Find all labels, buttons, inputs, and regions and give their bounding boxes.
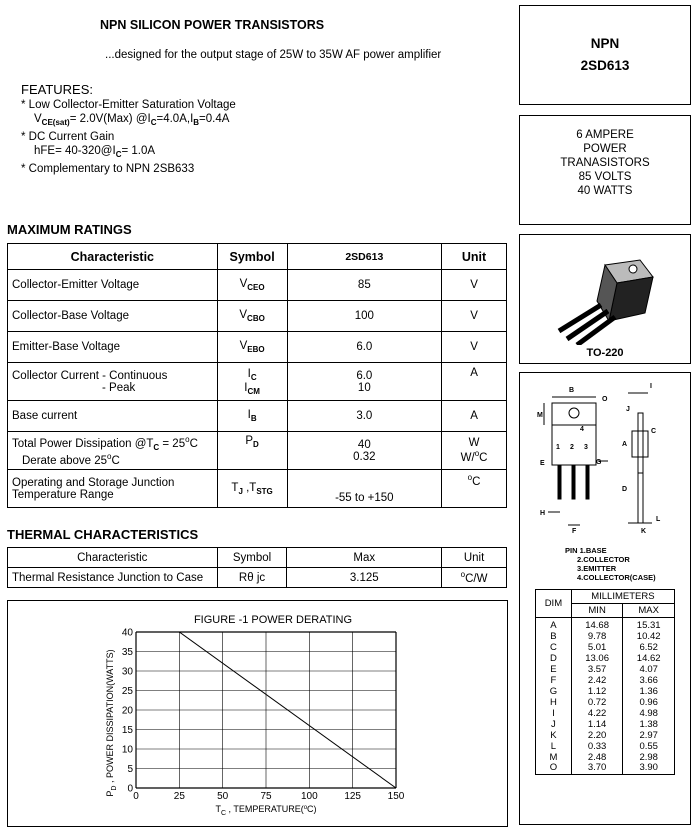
dim-cell-min: 3.70 — [571, 763, 623, 774]
dim-cell-max: 4.07 — [623, 664, 675, 675]
col-max: Max — [287, 548, 442, 568]
dim-cell-min: 0.72 — [571, 697, 623, 708]
cell-sym: $I_B$ — [217, 401, 287, 432]
dim-cell-d: D — [536, 653, 572, 664]
svg-text:K: K — [641, 528, 647, 535]
dim-cell-d: F — [536, 675, 572, 686]
dim-cell-max: 0.96 — [623, 697, 675, 708]
cell-char: Emitter-Base Voltage — [8, 332, 218, 363]
thermal-table — [7, 547, 507, 588]
dim-cell-d: I — [536, 708, 572, 719]
svg-text:I: I — [650, 383, 652, 390]
col-symbol: Symbol — [217, 548, 287, 568]
dim-cell-max: 1.36 — [623, 686, 675, 697]
dim-cell-max: 15.31 — [623, 618, 675, 632]
dim-cell-d: L — [536, 741, 572, 752]
outline-box — [519, 372, 691, 825]
y-tick-label: 10 — [121, 744, 133, 756]
svg-text:3: 3 — [584, 444, 588, 451]
col-symbol: Symbol — [217, 244, 287, 270]
cell-max: 3.125 — [287, 568, 442, 588]
part-type: NPN — [590, 36, 620, 51]
dim-cell-min: 13.06 — [571, 653, 623, 664]
page-title: NPN SILICON POWER TRANSISTORS — [100, 18, 325, 32]
svg-text:M: M — [537, 412, 543, 419]
cell-sym: $P_D$ — [217, 432, 287, 470]
pin-legend: PIN 1.BASE 2.COLLECTOR 3.EMITTER 4.COLLECTOR(CASE) — [565, 546, 656, 582]
dim-cell-min: 1.12 — [571, 686, 623, 697]
features-heading: FEATURES: — [21, 82, 93, 97]
table-row — [536, 618, 675, 632]
table-header-row — [8, 244, 507, 270]
y-tick-label: 15 — [121, 725, 133, 736]
svg-text:D: D — [622, 486, 628, 493]
cell-sym: $V_{CEO}$ — [217, 270, 287, 301]
table-row — [8, 568, 507, 588]
cell-char: Operating and Storage Junction Temperature Range — [8, 470, 218, 508]
cell-unit: $^o$C — [442, 470, 507, 508]
x-axis-label: $T_C$ , TEMPERATURE($^o$C) — [215, 804, 317, 817]
dim-cell-min: 2.42 — [571, 675, 623, 686]
cell-unit: W W/$^o$C — [442, 432, 507, 470]
feature-2: * DC Current Gain — [21, 131, 115, 143]
table-row — [536, 675, 675, 686]
feature-3: * Complementary to NPN 2SB633 — [21, 163, 195, 175]
cell-char: Collector Current - Continuous - Peak — [8, 363, 218, 401]
part-number-box — [519, 5, 691, 105]
dim-cell-min: 3.57 — [571, 664, 623, 675]
spec-box — [519, 115, 691, 225]
cell-char: Collector-Emitter Voltage — [8, 270, 218, 301]
svg-text:4: 4 — [580, 426, 584, 433]
dim-cell-min: 0.33 — [571, 741, 623, 752]
svg-text:F: F — [572, 528, 577, 535]
x-tick-label: 100 — [300, 791, 318, 802]
col-min: MIN — [571, 604, 623, 618]
max-ratings-heading: MAXIMUM RATINGS — [7, 222, 132, 237]
table-row — [536, 763, 675, 774]
table-row — [536, 730, 675, 741]
y-tick-label: 5 — [127, 764, 133, 775]
cell-sym: Rθ jc — [217, 568, 287, 588]
col-part: 2SD613 — [287, 244, 442, 270]
outline-drawing-icon — [520, 373, 690, 543]
svg-text:L: L — [656, 516, 661, 523]
svg-text:J: J — [626, 406, 630, 413]
cell-char: Thermal Resistance Junction to Case — [8, 568, 218, 588]
dim-cell-max: 10.42 — [623, 631, 675, 642]
x-tick-label: 75 — [260, 791, 272, 802]
cell-unit: V — [442, 301, 507, 332]
y-tick-label: 40 — [121, 627, 133, 639]
y-tick-label: 20 — [121, 705, 133, 717]
package-box — [519, 234, 691, 364]
table-row — [536, 719, 675, 730]
dim-cell-min: 2.48 — [571, 752, 623, 763]
dim-cell-d: A — [536, 618, 572, 632]
cell-unit: A — [442, 363, 507, 401]
cell-val: 40 0.32 — [287, 432, 442, 470]
svg-text:E: E — [540, 460, 545, 467]
dim-cell-max: 0.55 — [623, 741, 675, 752]
dim-cell-max: 2.98 — [623, 752, 675, 763]
feature-1-detail: $V_{CE(sat)}= 2.0V(Max)$ $@I_C=4.0A,I_B=0.4A$ — [34, 113, 230, 127]
dim-cell-d: J — [536, 719, 572, 730]
col-millimeters: MILLIMETERS — [571, 590, 674, 604]
table-row — [536, 697, 675, 708]
table-header-row — [8, 548, 507, 568]
table-row — [8, 432, 507, 470]
table-row — [536, 708, 675, 719]
dim-cell-min: 4.22 — [571, 708, 623, 719]
x-tick-labels — [133, 791, 405, 802]
svg-text:2: 2 — [570, 444, 574, 451]
dim-cell-d: E — [536, 664, 572, 675]
chart-grid — [136, 632, 396, 788]
cell-unit: V — [442, 332, 507, 363]
dim-cell-d: C — [536, 642, 572, 653]
dim-cell-max: 3.90 — [623, 763, 675, 774]
y-tick-label: 30 — [121, 666, 133, 678]
col-characteristic: Characteristic — [8, 548, 218, 568]
cell-char: Base current — [8, 401, 218, 432]
cell-val: 6.0 — [287, 332, 442, 363]
col-max: MAX — [623, 604, 675, 618]
y-tick-label: 25 — [121, 686, 133, 697]
table-row — [536, 631, 675, 642]
cell-val: 3.0 — [287, 401, 442, 432]
svg-text:B: B — [569, 387, 575, 394]
subtitle: ...designed for the output stage of 25W to 35W AF power amplifier — [105, 49, 442, 61]
cell-sym: $T_J$ $,T_{STG}$ — [217, 470, 287, 508]
package-label: TO-220 — [586, 347, 624, 359]
y-tick-label: 35 — [121, 647, 133, 658]
to220-package-icon — [545, 255, 665, 345]
max-ratings-table — [7, 243, 507, 508]
cell-val: 85 — [287, 270, 442, 301]
cell-char: Total Power Dissipation $@T_C = 25^oC$ Derate above 25$^o$C — [8, 432, 218, 470]
cell-unit: V — [442, 270, 507, 301]
svg-text:C: C — [651, 428, 657, 435]
dim-cell-min: 2.20 — [571, 730, 623, 741]
dim-cell-d: H — [536, 697, 572, 708]
table-row — [536, 741, 675, 752]
dim-cell-d: G — [536, 686, 572, 697]
dim-cell-d: K — [536, 730, 572, 741]
svg-text:O: O — [602, 396, 608, 403]
y-tick-labels — [122, 628, 134, 795]
table-row — [8, 332, 507, 363]
dim-cell-min: 5.01 — [571, 642, 623, 653]
table-row — [8, 401, 507, 432]
dim-cell-max: 1.38 — [623, 719, 675, 730]
dim-cell-max: 3.66 — [623, 675, 675, 686]
dim-cell-min: 9.78 — [571, 631, 623, 642]
table-row — [536, 664, 675, 675]
svg-text:G: G — [596, 459, 602, 466]
cell-sym: $V_{EBO}$ — [217, 332, 287, 363]
svg-text:1: 1 — [556, 444, 560, 451]
dim-cell-min: 1.14 — [571, 719, 623, 730]
dim-cell-max: 6.52 — [623, 642, 675, 653]
x-tick-label: 50 — [217, 791, 229, 802]
col-unit: Unit — [442, 244, 507, 270]
y-axis-label: $P_D$ , POWER DISSIPATION(WATTS) — [105, 649, 118, 797]
dim-cell-min: 14.68 — [571, 618, 623, 632]
cell-char: Collector-Base Voltage — [8, 301, 218, 332]
feature-1: * Low Collector-Emitter Saturation Voltage — [21, 99, 236, 111]
cell-val: -55 to +150 — [287, 470, 442, 508]
table-row — [8, 363, 507, 401]
spec-lines: 6 AMPERE POWER TRANASISTORS 85 VOLTS 40 WATTS — [560, 129, 650, 197]
chart-frame — [7, 600, 508, 827]
dimension-table — [535, 589, 675, 775]
x-tick-label: 25 — [173, 791, 185, 802]
cell-sym: $V_{CBO}$ — [217, 301, 287, 332]
cell-val: 100 — [287, 301, 442, 332]
svg-text:A: A — [622, 441, 628, 448]
table-row — [536, 686, 675, 697]
col-characteristic: Characteristic — [8, 244, 218, 270]
table-row — [8, 301, 507, 332]
features-list — [21, 98, 236, 176]
y-tick-label: 0 — [127, 783, 133, 795]
table-row — [536, 653, 675, 664]
x-tick-label: 150 — [387, 791, 405, 802]
cell-val: 6.0 10 — [287, 363, 442, 401]
x-tick-label: 125 — [344, 791, 362, 802]
dim-cell-max: 4.98 — [623, 708, 675, 719]
dim-cell-max: 2.97 — [623, 730, 675, 741]
table-row — [536, 642, 675, 653]
cell-sym: $I_C$ $I_{CM}$ — [217, 363, 287, 401]
table-row — [8, 270, 507, 301]
table-row — [8, 470, 507, 508]
x-tick-label: 0 — [133, 791, 139, 802]
power-derating-chart — [8, 601, 506, 825]
dim-cell-max: 14.62 — [623, 653, 675, 664]
feature-2-detail: $hFE= 40-320@I_C= 1.0A$ — [34, 145, 156, 159]
svg-text:H: H — [540, 510, 546, 517]
chart-title: FIGURE -1 POWER DERATING — [193, 614, 353, 626]
part-number: 2SD613 — [580, 58, 630, 73]
cell-unit: A — [442, 401, 507, 432]
dim-cell-d: O — [536, 763, 572, 774]
dim-cell-d: M — [536, 752, 572, 763]
dim-cell-d: B — [536, 631, 572, 642]
col-dim: DIM — [536, 590, 572, 618]
thermal-heading: THERMAL CHARACTERISTICS — [7, 527, 199, 542]
cell-unit: $^o$C/W — [442, 568, 507, 588]
col-unit: Unit — [442, 548, 507, 568]
